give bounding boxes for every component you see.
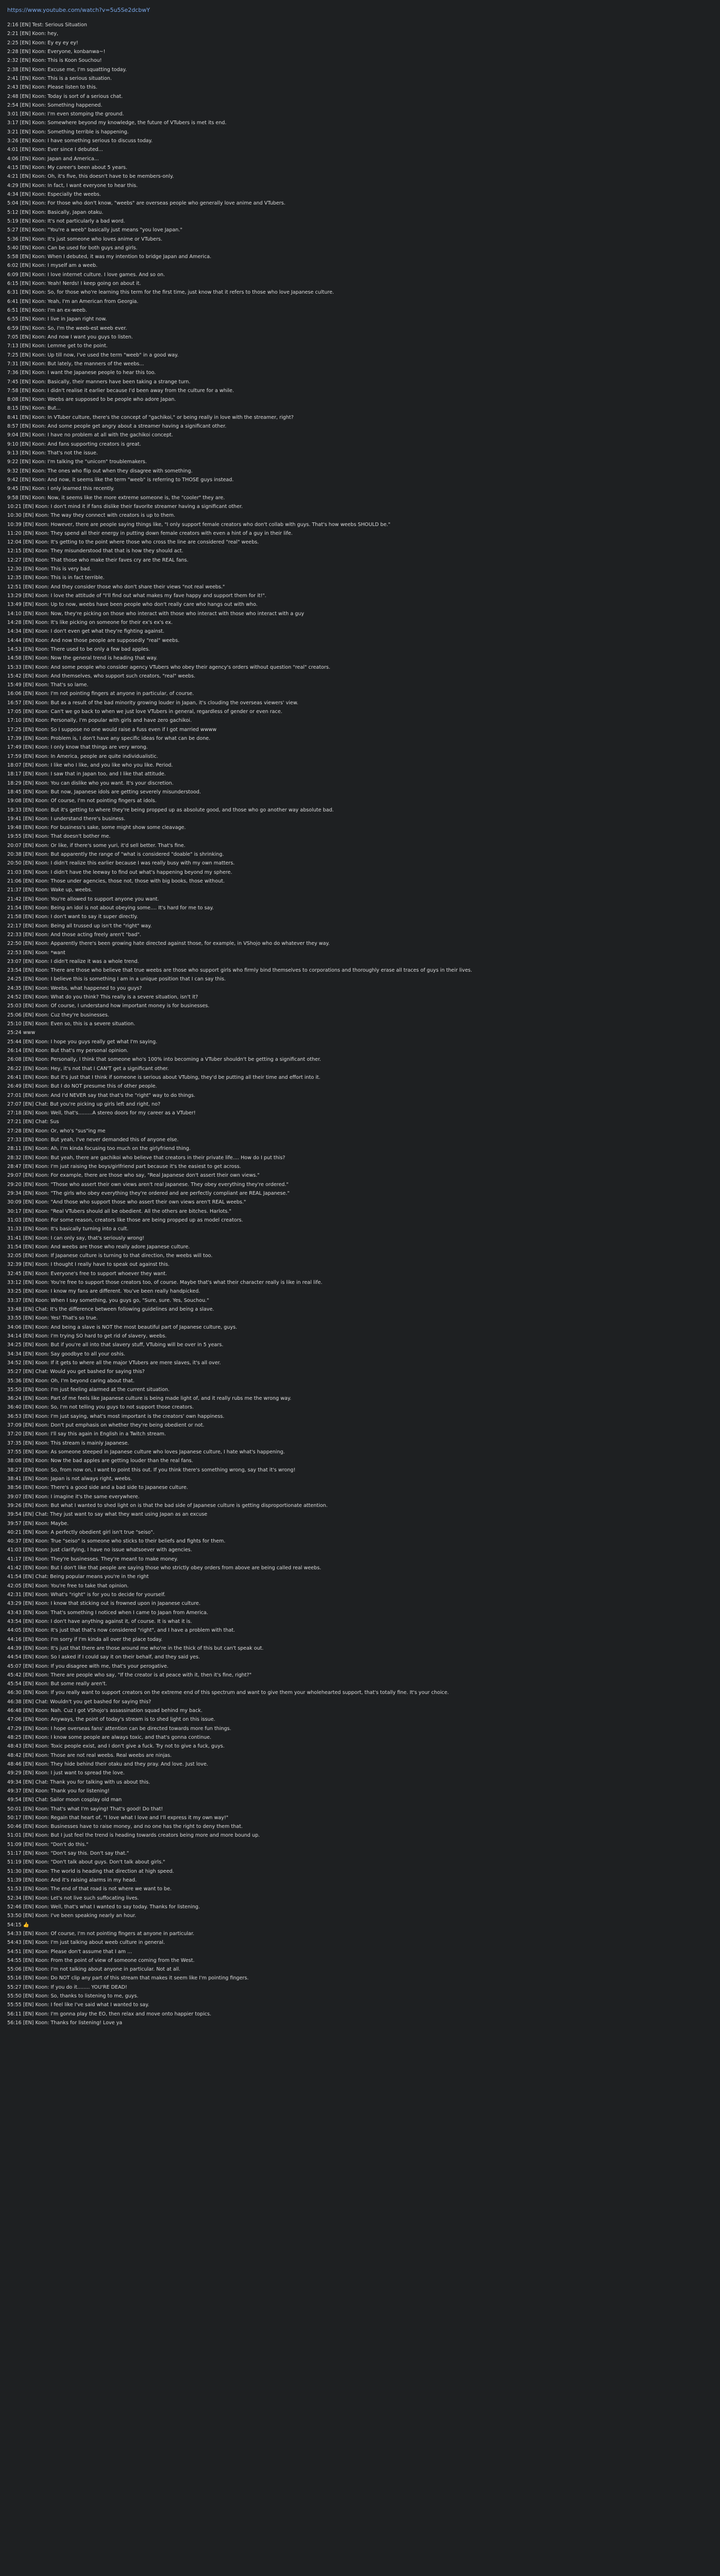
transcript-line: 4:29 [EN] Koon: In fact, I want everyone to hear this.: [7, 182, 138, 189]
transcript-line: 32:45 [EN] Koon: Everyone's free to support whoever they want.: [7, 1270, 168, 1277]
transcript-line: 2:41 [EN] Koon: This is a serious situation.: [7, 75, 112, 81]
transcript-line: 14:44 [EN] Koon: And now those people are supposedly "real" weebs.: [7, 637, 180, 643]
transcript-line: 49:34 [EN] Chat: Thank you for talking with us about this.: [7, 1779, 150, 1785]
transcript-line: 19:08 [EN] Koon: Of course, I'm not pointing fingers at idols.: [7, 798, 157, 804]
transcript-line: 21:54 [EN] Koon: Being an idol is not about obeying some.... It's hard for me to say.: [7, 905, 214, 911]
transcript-line: 49:54 [EN] Chat: Sailor moon cosplay old man: [7, 1797, 122, 1803]
transcript-line: 4:34 [EN] Koon: Especially the weebs.: [7, 191, 101, 197]
transcript-line: 13:29 [EN] Koon: I love the attitude of "I'll find out what makes my fave happy and support them for it!".: [7, 593, 266, 599]
transcript-line: 2:43 [EN] Koon: Please listen to this.: [7, 84, 97, 91]
transcript-line: 19:48 [EN] Koon: For business's sake, some might show some cleavage.: [7, 825, 186, 831]
transcript-line: 43:43 [EN] Koon: That's something I noticed when I came to Japan from America.: [7, 1609, 208, 1616]
transcript-line: 21:42 [EN] Koon: You're allowed to support anyone you want.: [7, 896, 159, 902]
transcript-line: 3:21 [EN] Koon: Something terrible is happening.: [7, 129, 129, 135]
transcript-line: 34:52 [EN] Koon: If it gets to where all the major VTubers are mere slaves, it's all over.: [7, 1360, 221, 1366]
transcript-line: 46:30 [EN] Koon: If you really want to support creators on the extreme end of this spectrum and want to give them your wholehearted support, that's totally fine. It's your choice.: [7, 1690, 449, 1696]
transcript-line: 29:20 [EN] Koon: "Those who assert their own views aren't real Japanese. They obey everything they're ordered.": [7, 1181, 289, 1188]
transcript-line: 9:58 [EN] Koon: Now, it seems like the more extreme someone is, the "cooler" they are.: [7, 495, 225, 501]
transcript-line: 5:12 [EN] Koon: Basically, Japan otaku.: [7, 209, 104, 215]
transcript-line: 8:08 [EN] Koon: Weebs are supposed to be people who adore Japan.: [7, 397, 176, 403]
transcript-line: 22:50 [EN] Koon: Apparently there's been growing hate directed against those, for example, in VShojo who do whatever they way.: [7, 941, 330, 947]
transcript-line: 56:16 [EN] Koon: Thanks for listening! Love ya: [7, 2020, 123, 2026]
transcript-line: 55:27 [EN] Koon: If you do it........ YOU'RE DEAD!: [7, 1984, 127, 1990]
transcript-line: 3:01 [EN] Koon: I'm even stomping the ground.: [7, 111, 124, 117]
transcript-line: 42:31 [EN] Koon: What's "right" is for you to decide for yourself.: [7, 1592, 166, 1598]
transcript-line: 6:41 [EN] Koon: Yeah, I'm an American from Georgia.: [7, 298, 139, 304]
transcript-line: 55:06 [EN] Koon: I'm not talking about anyone in particular. Not at all.: [7, 1967, 181, 1973]
transcript-line: 49:37 [EN] Koon: Thank you for listening!: [7, 1788, 110, 1794]
transcript-line: 26:14 [EN] Koon: But that's my personal opinion.: [7, 1047, 128, 1054]
transcript-line: 7:05 [EN] Koon: And now I want you guys to listen.: [7, 334, 133, 340]
transcript-line: 38:56 [EN] Koon: There's a good side and a bad side to Japanese culture.: [7, 1485, 188, 1491]
transcript-line: 38:08 [EN] Koon: Now the bad apples are getting louder than the real fans.: [7, 1458, 193, 1464]
transcript-line: 20:07 [EN] Koon: Or like, if there's some yuri, it'd sell better. That's fine.: [7, 842, 186, 849]
transcript-line: 20:50 [EN] Koon: I didn't realize this earlier because I was really busy with my own matters.: [7, 860, 235, 867]
transcript-line: 34:25 [EN] Koon: But if you're all into that slavery stuff, VTubing will be over in 5 years.: [7, 1342, 224, 1348]
transcript-line: 5:19 [EN] Koon: It's not particularly a bad word.: [7, 218, 125, 224]
transcript-line: 43:29 [EN] Koon: I know that sticking out is frowned upon in Japanese culture.: [7, 1601, 200, 1607]
transcript-line: 50:17 [EN] Koon: Regain that heart of, "I love what I love and I'll express it my own way!": [7, 1815, 229, 1821]
transcript-line: 8:15 [EN] Koon: But...: [7, 405, 61, 412]
transcript-line: 16:06 [EN] Koon: I'm not pointing fingers at anyone in particular, of course.: [7, 691, 194, 697]
transcript-line: 4:06 [EN] Koon: Japan and America...: [7, 156, 99, 162]
transcript-line: 7:25 [EN] Koon: Up till now, I've used the term "weeb" in a good way.: [7, 352, 179, 358]
transcript-line: 31:03 [EN] Koon: For some reason, creators like those are being propped up as model creators.: [7, 1217, 243, 1223]
transcript-line: 24:35 [EN] Koon: Weebs, what happened to you guys?: [7, 985, 142, 991]
transcript-line: 22:33 [EN] Koon: And those acting freely aren't "bad".: [7, 931, 141, 938]
transcript-line: 2:38 [EN] Koon: Excuse me, I'm squatting today.: [7, 66, 127, 73]
transcript-line: 19:41 [EN] Koon: I understand there's business.: [7, 816, 126, 822]
transcript-line: 37:55 [EN] Koon: As someone steeped in Japanese culture who loves Japanese culture, I hate what's happening.: [7, 1449, 285, 1455]
transcript-line: 11:20 [EN] Koon: They spend all their energy in putting down female creators with even a hint of a guy in their life.: [7, 530, 293, 536]
transcript-line: 34:14 [EN] Koon: I'm trying SO hard to get rid of slavery, weebs.: [7, 1333, 167, 1339]
transcript-line: 2:16 [EN] Test: Serious Situation: [7, 22, 87, 28]
transcript-line: 25:24 www: [7, 1030, 36, 1036]
transcript-line: 37:09 [EN] Koon: Don't put emphasis on whether they're being obedient or not.: [7, 1422, 205, 1429]
transcript-line: 9:32 [EN] Koon: The ones who flip out when they disagree with something.: [7, 468, 193, 474]
transcript-line: 35:36 [EN] Koon: Oh, I'm beyond caring about that.: [7, 1378, 135, 1384]
transcript-line: 16:57 [EN] Koon: But as a result of the bad minority growing louder in Japan, it's clouding the overseas viewers' view.: [7, 700, 298, 706]
transcript-lines: [7, 21, 713, 2027]
transcript-line: 51:01 [EN] Koon: But I just feel the trend is heading towards creators being more and more bound up.: [7, 1833, 260, 1839]
transcript-line: 17:25 [EN] Koon: So I suppose no one would raise a fuss even if I got married wwww: [7, 726, 217, 733]
transcript-line: 14:10 [EN] Koon: Now, they're picking on those who interact with those who interact with those who interact with a guy: [7, 611, 305, 617]
transcript-line: 44:54 [EN] Koon: So I asked if I could say it on their behalf, and they said yes.: [7, 1654, 200, 1660]
transcript-line: 27:07 [EN] Chat: But you're picking up girls left and right, no?: [7, 1101, 161, 1107]
transcript-line: 12:04 [EN] Koon: It's getting to the point where those who cross the line are considered "real" weebs.: [7, 539, 259, 546]
transcript-line: 44:39 [EN] Koon: It's just that there are those around me who're in the thick of this but can't speak out.: [7, 1645, 264, 1651]
transcript-line: 19:55 [EN] Koon: That doesn't bother me.: [7, 834, 111, 840]
transcript-line: 7:45 [EN] Koon: Basically, their manners have been taking a strange turn.: [7, 379, 191, 385]
transcript-line: 37:20 [EN] Koon: I'll say this again in English in a Twitch stream.: [7, 1431, 166, 1437]
transcript-line: 45:54 [EN] Koon: But some really aren't.: [7, 1681, 107, 1687]
transcript-line: 12:30 [EN] Koon: This is very bad.: [7, 566, 92, 572]
transcript-line: 39:26 [EN] Koon: But what I wanted to shed light on is that the bad side of Japanese culture is getting disproportionate attention.: [7, 1502, 328, 1509]
transcript-line: 18:07 [EN] Koon: I like who I like, and you like who you like. Period.: [7, 762, 173, 768]
transcript-line: 15:33 [EN] Koon: And some people who consider agency VTubers who obey their agency's orders without question "real" creators.: [7, 664, 330, 670]
transcript-line: 44:05 [EN] Koon: It's just that that's now considered "right", and I have a problem with that.: [7, 1628, 236, 1634]
transcript-line: 54:55 [EN] Koon: From the point of view of someone coming from the West.: [7, 1957, 195, 1963]
transcript-line: 46:48 [EN] Koon: Nah. Cuz I got VShojo's assassination squad behind my back.: [7, 1708, 203, 1714]
transcript-line: 26:22 [EN] Koon: Hey, it's not that I CAN'T get a significant other.: [7, 1065, 169, 1072]
transcript-line: 18:17 [EN] Koon: I saw that in Japan too, and I like that attitude.: [7, 771, 166, 777]
transcript-line: 41:42 [EN] Koon: But I don't like that people are saying those who strictly obey orders from above are being called real weebs.: [7, 1565, 322, 1571]
transcript-line: 5:27 [EN] Koon: "You're a weeb" basically just means "you love Japan.": [7, 227, 182, 233]
transcript-line: 14:58 [EN] Koon: Now the general trend is heading that way.: [7, 655, 158, 662]
transcript-line: 17:10 [EN] Koon: Personally, I'm popular with girls and have zero gachikoi.: [7, 718, 192, 724]
video-link[interactable]: https://www.youtube.com/watch?v=5u5Se2dcbwY: [7, 7, 150, 13]
transcript-line: 13:49 [EN] Koon: Up to now, weebs have been people who don't really care who hangs out with who.: [7, 602, 258, 608]
transcript-line: 30:17 [EN] Koon: "Real VTubers should all be obedient. All the others are bitches. Harlots.": [7, 1208, 231, 1214]
transcript-line: 3:26 [EN] Koon: I have something serious to discuss today.: [7, 138, 153, 144]
transcript-line: 42:05 [EN] Koon: You're free to take that opinion.: [7, 1583, 129, 1589]
transcript-line: 41:17 [EN] Koon: They're businesses. They're meant to make money.: [7, 1556, 178, 1562]
transcript-line: 2:28 [EN] Koon: Everyone, konbanwa~!: [7, 48, 106, 55]
transcript-line: 5:40 [EN] Koon: Can be used for both guys and girls.: [7, 245, 138, 251]
transcript-line: 52:34 [EN] Koon: Let's not live such suffocating lives.: [7, 1895, 139, 1901]
transcript-line: 45:42 [EN] Koon: There are people who say, "If the creator is at peace with it, then it's fine, right?": [7, 1672, 252, 1678]
transcript-line: 33:37 [EN] Koon: When I say something, you guys go, "Sure, sure. Yes, Souchou.": [7, 1297, 209, 1303]
transcript-line: 2:54 [EN] Koon: Something happened.: [7, 102, 103, 108]
transcript-line: 35:27 [EN] Chat: Would you get bashed for saying this?: [7, 1369, 145, 1375]
transcript-line: 9:10 [EN] Koon: And fans supporting creators is great.: [7, 441, 141, 447]
transcript-line: 25:06 [EN] Koon: Cuz they're businesses.: [7, 1012, 109, 1018]
transcript-line: 18:29 [EN] Koon: You can dislike who you want. It's your discretion.: [7, 780, 174, 786]
transcript-line: 28:47 [EN] Koon: I'm just raising the boys/girlfriend part because it's the easiest to get across.: [7, 1164, 241, 1170]
transcript-line: 17:05 [EN] Koon: Can't we go back to when we just love VTubers in general, regardless of gender or even race.: [7, 709, 282, 715]
transcript-line: 9:04 [EN] Koon: I have no problem at all with the gachikoi concept.: [7, 432, 173, 438]
transcript-line: 47:06 [EN] Koon: Anyways, the point of today's stream is to shed light on this issue.: [7, 1717, 215, 1723]
transcript-line: 50:46 [EN] Koon: Businesses have to raise money, and no one has the right to deny them that.: [7, 1824, 243, 1830]
transcript-line: 33:25 [EN] Koon: I know my fans are different. You've been really handpicked.: [7, 1289, 200, 1295]
transcript-line: 25:44 [EN] Koon: I hope you guys really get what I'm saying.: [7, 1039, 158, 1045]
transcript-line: 38:41 [EN] Koon: Japan is not always right, weebs.: [7, 1476, 132, 1482]
transcript-line: 4:15 [EN] Koon: My career's been about 5 years.: [7, 165, 127, 171]
transcript-line: 48:43 [EN] Koon: Toxic people exist, and I don't give a fuck. Try not to give a fuck, guys.: [7, 1743, 225, 1750]
transcript-line: 14:34 [EN] Koon: I don't even get what they're fighting against.: [7, 629, 164, 635]
transcript-line: 51:19 [EN] Koon: "Don't talk about guys. Don't talk about girls.": [7, 1859, 165, 1866]
transcript-line: 7:36 [EN] Koon: I want the Japanese people to hear this too.: [7, 370, 156, 376]
transcript-line: 39:54 [EN] Chat: They just want to say what they want using Japan as an excuse: [7, 1512, 208, 1518]
transcript-line: 15:42 [EN] Koon: And themselves, who support such creators, "real" weebs.: [7, 673, 196, 679]
transcript-line: 3:17 [EN] Koon: Somewhere beyond my knowledge, the future of VTubers is met its end.: [7, 120, 227, 126]
transcript-line: 23:07 [EN] Koon: I didn't realize it was a whole trend.: [7, 958, 139, 964]
transcript-line: 8:57 [EN] Koon: And some people get angry about a streamer having a significant other.: [7, 423, 227, 430]
transcript-line: 18:45 [EN] Koon: But now, Japanese idols are getting severely misunderstood.: [7, 789, 201, 795]
transcript-line: 54:43 [EN] Koon: I'm just talking about weeb culture in general.: [7, 1940, 165, 1946]
transcript-line: 25:10 [EN] Koon: Even so, this is a severe situation.: [7, 1021, 136, 1027]
transcript-line: 23:54 [EN] Koon: There are those who believe that true weebs are those who support girls who firmly bind themselves to corporations and thoroughly erase all traces of guys in their lives.: [7, 968, 473, 974]
transcript-line: 33:48 [EN] Chat: It's the difference between following guidelines and being a slave.: [7, 1307, 214, 1312]
transcript-line: 2:21 [EN] Koon: hey,: [7, 31, 58, 37]
transcript-line: 6:15 [EN] Koon: Yeah! Nerds! I keep going on about it.: [7, 281, 141, 287]
transcript-line: 4:01 [EN] Koon: Ever since I debuted...: [7, 147, 103, 153]
transcript-line: 27:01 [EN] Koon: And I'd NEVER say that that's the "right" way to do things.: [7, 1092, 195, 1098]
transcript-line: 33:12 [EN] Koon: You're free to support those creators too, of course. Maybe that's what their character really is like in real life.: [7, 1280, 323, 1286]
transcript-line: 47:29 [EN] Koon: I hope overseas fans' attention can be directed towards more fun things.: [7, 1725, 231, 1732]
transcript-line: 6:51 [EN] Koon: I'm an ex-weeb.: [7, 308, 87, 313]
transcript-line: 27:18 [EN] Koon: Well, that's.........A stereo doors for my career as a VTuber!: [7, 1110, 196, 1116]
transcript-line: 4:21 [EN] Koon: Oh, it's five, this doesn't have to be members-only.: [7, 174, 174, 180]
transcript-line: 5:58 [EN] Koon: When I debuted, it was my intention to bridge Japan and America.: [7, 254, 212, 260]
transcript-line: 51:53 [EN] Koon: The end of that road is not where we want to be.: [7, 1886, 172, 1892]
transcript-line: 26:08 [EN] Koon: Personally, I think that someone who's 100% into becoming a VTuber shouldn't be getting a significant other.: [7, 1057, 321, 1063]
transcript-line: 54:51 [EN] Koon: Please don't assume that I am ...: [7, 1948, 132, 1955]
transcript-line: 29:34 [EN] Koon: "The girls who obey everything they're ordered and are perfectly compliant are REAL Japanese.": [7, 1190, 290, 1196]
transcript-line: 10:30 [EN] Koon: The way they connect with creators is up to them.: [7, 513, 176, 519]
transcript-line: 31:33 [EN] Koon: It's basically turning into a cult.: [7, 1226, 129, 1232]
transcript-line: 9:45 [EN] Koon: I only learned this recently.: [7, 486, 115, 492]
transcript-line: 17:59 [EN] Koon: In America, people are quite individualistic.: [7, 753, 158, 759]
transcript-line: 48:25 [EN] Koon: I know some people are always toxic, and that's gonna continue.: [7, 1735, 212, 1740]
transcript-line: 7:13 [EN] Koon: Lemme get to the point.: [7, 343, 108, 349]
transcript-line: 6:09 [EN] Koon: I love internet culture. I love games. And so on.: [7, 272, 165, 278]
transcript-line: 9:22 [EN] Koon: I'm talking the "unicorn" troublemakers.: [7, 459, 147, 465]
transcript-line: 7:31 [EN] Koon: But lately, the manners of the weebs...: [7, 361, 144, 367]
transcript-line: 36:40 [EN] Koon: So, I'm not telling you guys to not support those creators.: [7, 1404, 194, 1411]
transcript-line: 38:27 [EN] Koon: So, from now on, I want to point this out. If you think there's something wrong, say that it's wrong!: [7, 1467, 296, 1473]
transcript-line: 14:53 [EN] Koon: There used to be only a few bad apples.: [7, 646, 150, 652]
transcript-line: 41:03 [EN] Koon: Just clarifying, I have no issue whatsoever with agencies.: [7, 1547, 192, 1553]
transcript-line: 36:53 [EN] Koon: I'm just saying, what's most important is the creators' own happiness.: [7, 1413, 225, 1419]
transcript-line: 27:21 [EN] Chat: Sus: [7, 1119, 59, 1125]
transcript-line: 43:54 [EN] Koon: I don't have anything against it, of course. It is what it is.: [7, 1618, 192, 1624]
transcript-line: 29:07 [EN] Koon: For example, there are those who say, "Real Japanese don't assert their own views.": [7, 1173, 260, 1179]
transcript-line: 39:07 [EN] Koon: I imagine it's the same everywhere.: [7, 1494, 140, 1500]
transcript-line: 49:29 [EN] Koon: I just want to spread the love.: [7, 1770, 125, 1776]
transcript-line: 54:33 [EN] Koon: Of course, I'm not pointing fingers at anyone in particular.: [7, 1930, 194, 1937]
transcript-line: 35:50 [EN] Koon: I'm just feeling alarmed at the current situation.: [7, 1386, 170, 1393]
transcript-line: 46:38 [EN] Chat: Wouldn't you get bashed for saying this?: [7, 1699, 152, 1705]
transcript-line: 21:37 [EN] Koon: Wake up, weebs.: [7, 887, 93, 893]
transcript-line: 14:28 [EN] Koon: It's like picking on someone for their ex's ex's ex.: [7, 619, 173, 625]
transcript-line: 45:07 [EN] Koon: If you disagree with me, that's your perogative.: [7, 1663, 169, 1669]
transcript-line: 31:54 [EN] Koon: And weebs are those who really adore Japanese culture.: [7, 1244, 190, 1250]
transcript-line: 55:16 [EN] Koon: Do NOT clip any part of this stream that makes it seem like I'm pointing fingers.: [7, 1975, 249, 1981]
transcript-line: 12:35 [EN] Koon: This is in fact terrible.: [7, 575, 105, 581]
transcript-line: 26:41 [EN] Koon: But it's just that I think if someone is serious about VTubing, they'd be putting all their time and effort into it.: [7, 1074, 321, 1080]
transcript-line: 12:27 [EN] Koon: That those who make their faves cry are the REAL fans.: [7, 557, 189, 563]
transcript-line: 27:33 [EN] Koon: But yeah, I've never demanded this of anyone else.: [7, 1137, 179, 1143]
transcript-line: 41:54 [EN] Chat: Being popular means you're in the right: [7, 1574, 149, 1580]
transcript-line: 32:05 [EN] Koon: If Japanese culture is turning to that direction, the weebs will too.: [7, 1253, 213, 1259]
transcript-line: 8:41 [EN] Koon: In VTuber culture, there's the concept of "gachikoi," or being really in love with the streamer, right?: [7, 414, 294, 420]
transcript-line: 55:50 [EN] Koon: So, thanks to listening to me, guys.: [7, 1993, 139, 1999]
transcript-line: 9:13 [EN] Koon: That's not the issue.: [7, 450, 98, 456]
transcript-line: 7:58 [EN] Koon: I didn't realise it earlier because I'd been away from the culture for a while.: [7, 387, 234, 394]
transcript-line: 48:42 [EN] Koon: Those are not real weebs. Real weebs are ninjas.: [7, 1752, 172, 1758]
transcript-line: 5:36 [EN] Koon: It's just someone who loves anime or VTubers.: [7, 236, 162, 242]
transcript-line: 27:28 [EN] Koon: Or, who's "sus"ing me: [7, 1128, 106, 1134]
transcript-line: 40:37 [EN] Koon: True "seiso" is someone who sticks to their beliefs and fights for them.: [7, 1538, 226, 1545]
transcript-line: 36:24 [EN] Koon: Part of me feels like Japanese culture is being made light of, and it really rubs me the wrong way.: [7, 1396, 292, 1402]
transcript-line: 15:49 [EN] Koon: That's so lame.: [7, 682, 89, 688]
transcript-line: 32:39 [EN] Koon: I thought I really have to speak out against this.: [7, 1262, 170, 1268]
transcript-line: 51:17 [EN] Koon: "Don't say this. Don't say that.": [7, 1851, 129, 1857]
transcript-line: 6:55 [EN] Koon: I live in Japan right now.: [7, 316, 107, 323]
transcript-line: 44:16 [EN] Koon: I'm sorry if I'm kinda all over the place today.: [7, 1636, 163, 1642]
transcript-line: 12:51 [EN] Koon: And they consider those who don't share their views "not real weebs.": [7, 584, 225, 590]
transcript-line: 28:32 [EN] Koon: But yeah, there are gachikoi who believe that creators in their private life.... How do I put this?: [7, 1155, 286, 1161]
transcript-line: 22:17 [EN] Koon: Being all trussed up isn't the "right" way.: [7, 923, 152, 929]
transcript-line: 48:46 [EN] Koon: They hide behind their otaku and they pray. And love. Just love.: [7, 1761, 208, 1767]
transcript-line: 51:09 [EN] Koon: "Don't do this.": [7, 1841, 89, 1848]
transcript-line: 12:15 [EN] Koon: They misunderstood that that is how they should act.: [7, 548, 183, 554]
transcript-line: 56:11 [EN] Koon: I'm gonna play the EO, then relax and move onto happier topics.: [7, 2011, 211, 2017]
transcript-line: 21:03 [EN] Koon: I didn't have the leeway to find out what's happening beyond my sphere.: [7, 869, 232, 875]
transcript-line: 5:04 [EN] Koon: For those who don't know, "weebs" are overseas people who generally love anime and VTubers.: [7, 200, 286, 207]
transcript-line: 10:39 [EN] Koon: However, there are people saying things like, "I only support female creators who don't collab with guys. That's how weebs SHOULD be.": [7, 521, 391, 528]
transcript-line: 2:25 [EN] Koon: Ey ey ey ey!: [7, 40, 78, 46]
transcript-line: 50:01 [EN] Koon: That's what I'm saying! That's good! Do that!: [7, 1806, 163, 1812]
transcript-line: 21:58 [EN] Koon: I don't want to say it super directly.: [7, 914, 138, 920]
transcript-line: 51:30 [EN] Koon: The world is heading that direction at high speed.: [7, 1868, 174, 1874]
transcript-line: 31:41 [EN] Koon: I can only say, that's seriously wrong!: [7, 1235, 145, 1241]
transcript-line: 24:25 [EN] Koon: I believe this is something I am in a unique position that I can say this.: [7, 976, 226, 982]
transcript-line: 17:39 [EN] Koon: Problem is, I don't have any specific ideas for what can be done.: [7, 736, 211, 741]
transcript-line: 17:49 [EN] Koon: I only know that things are very wrong.: [7, 744, 148, 751]
transcript-line: 10:21 [EN] Koon: I don't mind it if fans dislike their favorite streamer having a significant other.: [7, 503, 243, 510]
transcript-line: 24:52 [EN] Koon: What do you think? This really is a severe situation, isn't it?: [7, 994, 198, 1001]
transcript-line: 2:48 [EN] Koon: Today is sort of a serious chat.: [7, 93, 123, 99]
transcript-line: 22:53 [EN] Koon: *want: [7, 950, 65, 956]
transcript-line: 34:34 [EN] Koon: Say goodbye to all your oshis.: [7, 1351, 125, 1357]
transcript-line: 53:50 [EN] Koon: I've been speaking nearly an hour.: [7, 1913, 137, 1919]
transcript-line: 54:15 👍: [7, 1922, 29, 1928]
transcript-line: 20:38 [EN] Koon: But apparently the range of "what is considered "doable" is shrinking.: [7, 852, 224, 858]
transcript-line: 25:03 [EN] Koon: Of course, I understand how important money is for businesses.: [7, 1003, 210, 1009]
transcript-line: 39:57 [EN] Koon: Maybe.: [7, 1520, 69, 1527]
transcript-line: 30:09 [EN] Koon: "And those who support those who assert their own views aren't REAL weebs.": [7, 1199, 246, 1206]
transcript-line: 6:31 [EN] Koon: So, for those who're learning this term for the first time, just know that it refers to those who love Japanese culture.: [7, 290, 334, 296]
transcript-line: 55:55 [EN] Koon: I feel like I've said what I wanted to say.: [7, 2002, 149, 2008]
transcript-line: 6:59 [EN] Koon: So, I'm the weeb-est weeb ever.: [7, 325, 127, 331]
transcript-line: 26:49 [EN] Koon: But I do NOT presume this of other people.: [7, 1083, 157, 1090]
transcript-line: 52:46 [EN] Koon: Well, that's what I wanted to say today. Thanks for listening.: [7, 1904, 200, 1910]
transcript-line: 6:02 [EN] Koon: I myself am a weeb.: [7, 263, 98, 269]
transcript-line: 9:42 [EN] Koon: And now, it seems like the term "weeb" is referring to THOSE guys instead.: [7, 477, 234, 483]
transcript-line: 51:39 [EN] Koon: And it's raising alarms in my head.: [7, 1877, 137, 1883]
transcript-line: 19:33 [EN] Koon: But it's getting to where they're being propped up as absolute good, and those who go another way absolute bad.: [7, 807, 334, 813]
transcript-line: 40:21 [EN] Koon: A perfectly obedient girl isn't true "seiso".: [7, 1529, 155, 1535]
transcript-line: 21:06 [EN] Koon: Those under agencies, those not, those with big books, those without.: [7, 878, 225, 884]
transcript-line: 37:35 [EN] Koon: This stream is mainly Japanese.: [7, 1440, 129, 1446]
transcript-line: 34:06 [EN] Koon: And being a slave is NOT the most beautiful part of Japanese culture, guys.: [7, 1324, 237, 1330]
transcript-line: 2:32 [EN] Koon: This is Koon Souchou!: [7, 58, 102, 64]
transcript-line: 28:11 [EN] Koon: Ah, I'm kinda focusing too much on the girlyfriend thing.: [7, 1146, 191, 1152]
transcript-line: 33:55 [EN] Koon: Yes! That's so true.: [7, 1315, 98, 1321]
